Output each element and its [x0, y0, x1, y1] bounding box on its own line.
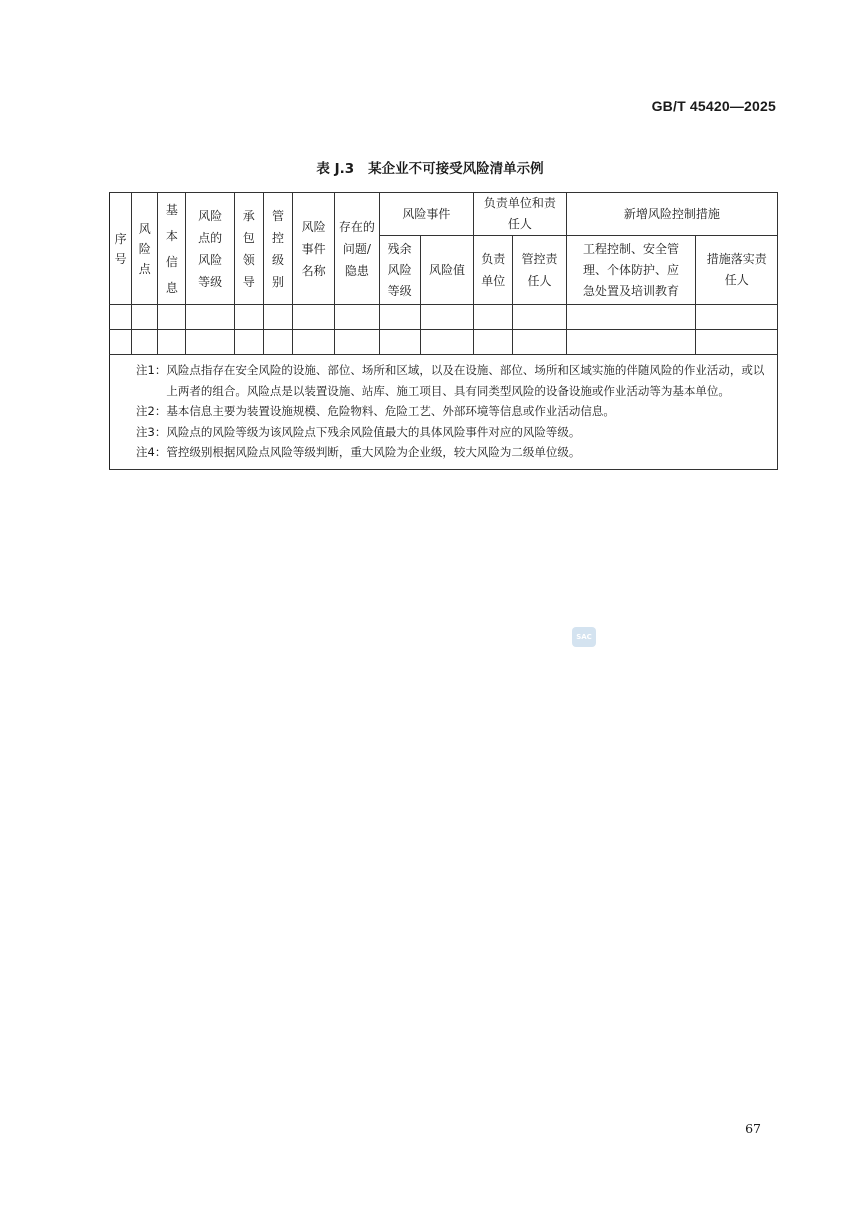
header-new-measures: 新增风险控制措施: [566, 193, 777, 236]
table-row: [110, 330, 778, 355]
header-row-1: [110, 193, 778, 236]
table-title: [0, 157, 860, 177]
note-item: 注4： 管控级别根据风险点风险等级判断，重大风险为企业级，较大风险为二级单位级。: [136, 445, 581, 459]
header-residual-level: 残余风险等级: [379, 236, 420, 305]
header-contract-leader: 承包领导: [234, 193, 263, 305]
header-engineering: 工程控制、安全管理、个体防护、应急处置及培训教育: [566, 236, 696, 305]
header-risk-value: 风险值: [420, 236, 473, 305]
header-risk-point: 风险点: [132, 193, 158, 305]
notes-row: [110, 355, 778, 470]
header-control-person: 管控责任人: [513, 236, 566, 305]
header-seq: 序号: [110, 193, 132, 305]
header-control-level: 管控级别: [263, 193, 292, 305]
page-number: 67: [745, 1121, 761, 1136]
header-responsible: 负责单位和责任人: [474, 193, 567, 236]
table-caption: 某企业不可接受风险清单示例: [368, 161, 544, 177]
header-issues-hazards: 存在的问题/隐患: [335, 193, 379, 305]
note-item: 注1： 风险点指存在安全风险的设施、部位、场所和区域，以及在设施、部位、场所和区域实施的伴随风险的作业活动，或以上两者的组合。风险点是以装置设施、站库、施工项目、具有同类型风险的设备设施或作业活动等为基本单位。: [136, 363, 765, 398]
note-item: 注2： 基本信息主要为装置设施规模、危险物料、危险工艺、外部环境等信息或作业活动信息。: [136, 404, 615, 418]
header-measure-person: 措施落实责任人: [696, 236, 778, 305]
sac-watermark-logo: SAC: [572, 627, 596, 647]
header-basic-info: 基本信息: [158, 193, 186, 305]
note-item: 注3： 风险点的风险等级为该风险点下残余风险值最大的具体风险事件对应的风险等级。: [136, 424, 581, 439]
header-risk-event: 风险事件: [379, 193, 474, 236]
table-number: 表 J.3: [316, 161, 355, 177]
standard-code: GB/T 45420—2025: [651, 98, 776, 114]
header-risk-event-name: 风险事件名称: [293, 193, 335, 305]
header-resp-unit: 负责单位: [474, 236, 513, 305]
risk-list-table: [109, 192, 778, 470]
table-notes: [110, 355, 778, 470]
header-risk-point-level: 风险点的风险等级: [186, 193, 234, 305]
table-row: [110, 305, 778, 330]
